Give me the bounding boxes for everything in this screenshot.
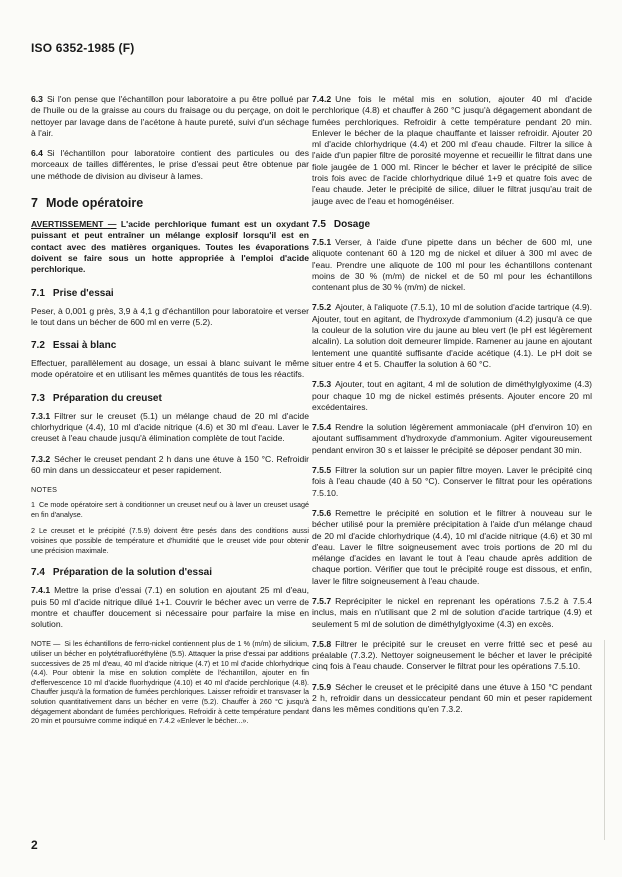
clause-number: 7.5.7 [312,595,332,606]
clause-7-1: Peser, à 0,001 g près, 3,9 à 4,1 g d'échantillon pour laboratoire et verser le tout dans un bécher de 600 ml en verre (5.2). [31,305,309,327]
clause-text: Remettre le précipité en solution et le filtrer à nouveau sur le bécher utilisé pour la première précipitation à l'aide d'un mélange chaud de 20 ml d'acide chlorhydrique (4.4), 10 ml d'acide nitrique (4.6) et 30 ml d'eau. Laver le filtre soigneusement avec trois portions de 20 ml du mélange d'acides en lavant le tout à l'eau chaude après addition de chaque portion. Vérifier que tout le précipité rouge est dissous, et enfin, laver le filtre soigneusement à l'eau chaude. [312,507,592,586]
clause-text: Sécher le creuset et le précipité dans une étuve à 150 °C pendant 2 h, refroidir dans un dessiccateur pendant 60 min et peser rapidement dans les mêmes conditions qu'en 7.3.2. [312,681,592,715]
section-number: 7.5 [312,218,326,230]
section-title: Mode opératoire [45,196,144,211]
section-7-1-heading [31,288,309,299]
clause-7-5-8 [312,639,592,673]
note-1 [31,500,309,519]
section-number: 7.3 [31,392,45,404]
clause-number: 6.3 [31,94,43,104]
clause-6-3 [31,94,309,139]
clause-number: 7.5.6 [312,507,332,518]
document-header: ISO 6352-1985 (F) [31,41,135,55]
section-title: Essai à blanc [52,340,117,352]
clause-text: Filtrer sur le creuset (5.1) un mélange chaud de 20 ml d'acide chlorhydrique (4.4), 10 ml d'acide nitrique (4.6) et 30 ml d'eau. Laver le creuset à l'eau chaude jusqu'à élimination complète de tout l'acide. [31,410,309,444]
clause-6-4 [31,148,309,182]
note-text: Le creuset et le précipité (7.5.9) doivent être pesés dans des conditions aussi voisines que possible de température et d'humidité que le creuset vide pour obtenir une précision maximale. [31,526,309,555]
section-7-3-heading [31,393,309,404]
clause-7-4-1 [31,585,309,630]
clause-7-5-4 [312,422,592,456]
clause-7-5-2 [312,302,592,370]
clause-text: Si l'échantillon pour laboratoire contient des particules ou des morceaux de tailles différentes, le prise d'essai peut être obtenue par une méthode de division au diviseur à lames. [31,148,309,181]
clause-7-5-7 [312,596,592,630]
section-7-heading [31,196,309,210]
clause-text: Filtrer la solution sur un papier filtre moyen. Laver le précipité cinq fois à l'eau chaude (40 à 50 °C). Conserver le filtrat pour les opérations 7.5.10. [312,465,592,498]
clause-number: 7.5.9 [312,681,332,692]
clause-7-5-5 [312,465,592,499]
clause-7-5-9 [312,682,592,716]
clause-text: Filtrer le précipité sur le creuset en verre fritté sec et pesé au préalable (7.3.2). Nettoyer soigneusement le bécher et laver le précipité cinq fois à l'eau chaude. Conserver le filtrat pour les opérations 7.5.10. [312,638,592,672]
clause-7-3-1 [31,411,309,445]
page-number: 2 [31,838,38,852]
section-number: 7.2 [31,340,45,352]
warning-text: L'acide perchlorique fumant est un oxydant puissant et peut entraîner un mélange explosif lorsqu'il est en contact avec des matières organiques. Toutes les évaporations doivent se faire sous un hotte appropriée à l'emploi d'acide perchlorique. [31,219,309,275]
clause-7-5-3 [312,379,592,413]
clause-number: 7.3.1 [31,410,51,421]
clause-number: 7.4.1 [31,585,51,596]
clause-text: Si l'on pense que l'échantillon pour laboratoire a pu être pollué par de l'huile ou de la graisse au cours du fraisage ou du perçage, on doit le nettoyer par lavage dans de l'acétone à haute pureté, suivi d'un séchage à l'air. [31,94,309,138]
clause-7-4-2 [312,94,592,207]
clause-number: 7.5.2 [312,302,332,313]
note-number: 2 [31,526,35,536]
clause-7-2: Effectuer, parallèlement au dosage, un essai à blanc suivant le même mode opératoire et en utilisant les mêmes quantités de tous les réactifs. [31,358,309,380]
section-7-2-heading [31,340,309,351]
section-number: 7.4 [31,567,45,579]
clause-7-3-2 [31,454,309,477]
scan-margin-line [604,640,605,840]
section-title: Préparation de la solution d'essai [52,567,212,579]
section-title: Préparation du creuset [52,392,162,404]
section-number: 7.1 [31,287,45,299]
clause-text: Rendre la solution légèrement ammoniacale (pH d'environ 10) en ajoutant suffisamment d'hydroxyde d'ammonium. Agiter vigoureusement pendant environ 30 s et laisser le précipité se déposer pendant 30 min. [312,422,592,455]
clause-7-5-1 [312,237,592,293]
clause-number: 7.5.5 [312,465,332,476]
note-number: 1 [31,500,35,510]
section-title: Prise d'essai [52,287,114,299]
warning-label: AVERTISSEMENT — [31,219,117,230]
clause-text: Verser, à l'aide d'une pipette dans un bécher de 600 ml, une aliquote contenant 60 à 120 mg de nickel et diluer à 300 ml avec de l'eau. Prendre une aliquote de 100 ml pour les échantillons contenant moins de 30 % (m/m) de nickel et de 50 ml pour les échantillons contenant plus de 30 % (m/m) de nickel. [312,236,592,293]
clause-text: Sécher le creuset pendant 2 h dans une étuve à 150 °C. Refroidir 60 min dans un dessiccateur et peser rapidement. [31,453,309,475]
section-7-4-heading [31,567,309,578]
clause-text: Mettre la prise d'essai (7.1) en solution en ajoutant 25 ml d'eau, puis 50 ml d'acide nitrique dilué 1+1. Couvrir le bécher avec un verre de montre et chauffer doucement si nécessaire pour parfaire la mise en solution. [31,585,309,630]
clause-text: Ajouter, à l'aliquote (7.5.1), 10 ml de solution d'acide tartrique (4.9). Ajouter, tout en agitant, de l'hydroxyde d'ammonium (4.2) jusqu'à ce que la couleur de la solution vire du jaune au bleu vert (le pH est légèrement alcalin). La solution doit demeurer limpide. Ramener au jaune en ajoutant lentement une quantité suffisante d'acide acétique (4.1). Le pH doit se situer entre 4 et 5. Chauffer la solution à 60 °C. [312,302,592,369]
clause-number: 7.5.3 [312,379,332,390]
clause-number: 7.4.2 [312,94,332,104]
note-number: NOTE — [31,639,61,649]
note-text: Ce mode opératoire sert à conditionner un creuset neuf ou à laver un creuset usagé en fin d'analyse. [31,500,309,519]
clause-text: Une fois le métal mis en solution, ajouter 40 ml d'acide perchlorique (4.8) et chauffer à 260 °C jusqu'à dégagement abondant de fumées perchloriques. Refroidir à cette température pendant 20 min. Enlever le bécher de la plaque chauffante et laisser refroidir. Ajouter 20 ml d'acide chlorhydrique (4.4) et 200 ml d'eau chaude. Filtrer la silice à l'aide d'un papier filtre de porosité moyenne et recueillir le filtrat dans une fiole jaugée de 1 000 ml. Rincer le bécher et laver le précipité de silice trois fois avec de l'acide chlorhydrique dilué 1+9 et quatre fois avec de l'eau chaude. Jeter le précipité de silice, diluer le filtrat jusqu'au trait de jauge avec de l'eau et homogénéiser. [312,94,592,206]
section-7-5-heading [312,219,592,230]
clause-text: Ajouter, tout en agitant, 4 ml de solution de diméthylglyoxime (4.3) pour chaque 10 mg de nickel estimés présents. Ajouter encore 20 ml excédentaires. [312,379,592,412]
clause-number: 7.5.4 [312,422,332,433]
warning-paragraph [31,219,309,275]
right-column [312,94,592,725]
notes-title: NOTES [31,485,58,495]
note-text: Si les échantillons de ferro-nickel contiennent plus de 1 % (m/m) de silicium, utiliser un bécher en polytétrafluoréthylène (5.5). Attaquer la prise d'essai par additions successives de 25 ml d'eau, 40 ml d'acide nitrique (4.7) et 10 ml d'acide chlorhydrique (4.4). Pour obtenir la mise en solution complète de l'échantillon, ajouter en fin d'effervescence 10 ml d'acide fluorhydrique (4.10) et 40 ml d'acide perchlorique (4.8). Chauffer jusqu'à la formation de fumées perchloriques. Laisser refroidir et transvaser la solution quantitativement dans un bécher en verre (5.2). Chauffer à 260 °C jusqu'à dégagement abondant de fumées perchloriques. Refroidir à cette température pendant 20 min et poursuivre comme indiqué en 7.4.2 «Enlever le bécher...». [31,639,310,726]
left-column [31,94,309,733]
clause-number: 7.3.2 [31,453,51,464]
section-title: Dosage [333,218,371,230]
clause-text: Reprécipiter le nickel en reprenant les opérations 7.5.2 à 7.5.4 inclus, mais en n'utilisant que 2 ml de solution d'acide tartrique (4.9) et seulement 5 ml de solution de diméthylglyoxime (4.3) en excès. [312,595,592,629]
clause-number: 7.5.8 [312,638,332,649]
note-2 [31,526,309,555]
clause-number: 7.5.1 [312,236,332,247]
clause-number: 6.4 [31,148,43,159]
section-number: 7 [31,196,38,211]
clause-7-5-6 [312,508,592,587]
note-7-4-1 [31,639,309,725]
